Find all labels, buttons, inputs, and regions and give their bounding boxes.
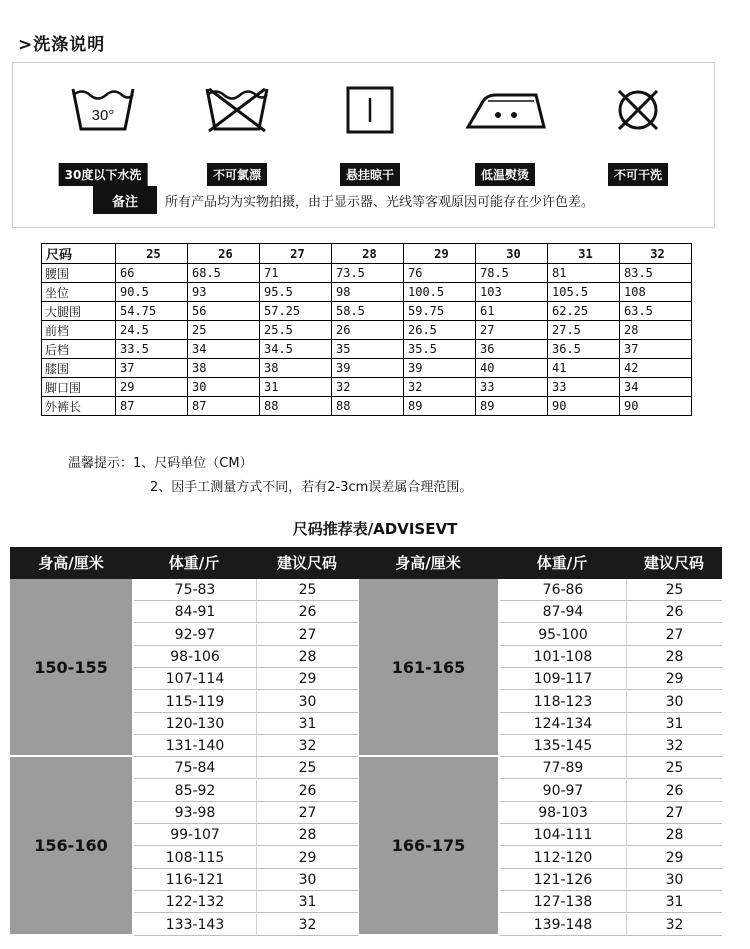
- weight-cell: 98-103: [500, 802, 626, 824]
- size-cell: 31: [256, 713, 358, 735]
- row-label: 腰围: [42, 264, 116, 283]
- weight-cell: 75-84: [134, 757, 256, 779]
- table-cell: 33: [476, 378, 548, 397]
- table-cell: 83.5: [620, 264, 692, 283]
- table-cell: 27.5: [548, 321, 620, 340]
- size-cell: 27: [626, 802, 722, 824]
- weight-cell: 139-148: [500, 914, 626, 936]
- weight-cell: 127-138: [500, 891, 626, 913]
- size-cell: 25: [626, 579, 722, 601]
- row-label: 外裤长: [42, 397, 116, 416]
- table-cell: 42: [620, 359, 692, 378]
- table-cell: 71: [260, 264, 332, 283]
- care-item-low-iron: [445, 85, 565, 182]
- care-label-no-bleach: 不可氯漂: [207, 163, 267, 186]
- table-cell: 78.5: [476, 264, 548, 283]
- size-cell: 28: [626, 646, 722, 668]
- size-cell: 29: [256, 668, 358, 690]
- header-weight-right: 体重/斤: [536, 554, 588, 572]
- table-header-row: [42, 244, 692, 264]
- size-cell: 32: [256, 914, 358, 936]
- size-cell: 27: [256, 802, 358, 824]
- recommend-header-row: [10, 547, 722, 579]
- table-cell: 29: [116, 378, 188, 397]
- size-measurement-table: [41, 243, 692, 416]
- weight-cell: 84-91: [134, 601, 256, 623]
- table-cell: 25.5: [260, 321, 332, 340]
- header-cell: 29: [404, 244, 476, 264]
- header-cell: 30: [476, 244, 548, 264]
- size-cell: 26: [256, 601, 358, 623]
- table-cell: 58.5: [332, 302, 404, 321]
- size-cell: 25: [256, 757, 358, 779]
- weight-cell: 107-114: [134, 668, 256, 690]
- size-cell: 28: [256, 646, 358, 668]
- header-cell: 25: [116, 244, 188, 264]
- size-cell: 30: [256, 869, 358, 891]
- weight-cell: 109-117: [500, 668, 626, 690]
- weight-cell: 118-123: [500, 691, 626, 713]
- care-label-hang-dry: 悬挂晾干: [340, 163, 400, 186]
- weight-cell: 75-83: [134, 579, 256, 601]
- weight-cell: 122-132: [134, 891, 256, 913]
- size-cell: 32: [256, 735, 358, 757]
- table-cell: 38: [188, 359, 260, 378]
- table-cell: 95.5: [260, 283, 332, 302]
- table-cell: 25: [188, 321, 260, 340]
- row-label: 前档: [42, 321, 116, 340]
- table-cell: 27: [476, 321, 548, 340]
- weight-cell: 101-108: [500, 646, 626, 668]
- table-cell: 35.5: [404, 340, 476, 359]
- table-cell: 34: [620, 378, 692, 397]
- size-cell: 28: [256, 824, 358, 846]
- table-cell: 24.5: [116, 321, 188, 340]
- weight-cell: 76-86: [500, 579, 626, 601]
- table-cell: 33.5: [116, 340, 188, 359]
- weight-cell: 131-140: [134, 735, 256, 757]
- size-cell: 31: [626, 713, 722, 735]
- table-cell: 88: [260, 397, 332, 416]
- note-text: 所有产品均为实物拍摄，由于显示器、光线等客观原因可能存在少许色差。: [165, 194, 595, 210]
- table-cell: 98: [332, 283, 404, 302]
- table-row: [42, 302, 692, 321]
- size-cell: 25: [256, 579, 358, 601]
- table-row: [42, 283, 692, 302]
- size-cell: 27: [256, 624, 358, 646]
- weight-cell: 115-119: [134, 691, 256, 713]
- row-label: 脚口围: [42, 378, 116, 397]
- table-row: [42, 397, 692, 416]
- no-dry-clean-icon: [613, 85, 663, 135]
- care-item-no-dry-clean: [578, 85, 698, 182]
- table-cell: 56: [188, 302, 260, 321]
- header-cell: 26: [188, 244, 260, 264]
- header-cell: 32: [620, 244, 692, 264]
- table-cell: 105.5: [548, 283, 620, 302]
- size-cell: 28: [626, 824, 722, 846]
- header-cell: 31: [548, 244, 620, 264]
- height-group-cell: 156-160: [10, 757, 132, 935]
- height-group-cell: 166-175: [359, 757, 498, 935]
- table-cell: 28: [620, 321, 692, 340]
- size-cell: 29: [626, 847, 722, 869]
- table-cell: 40: [476, 359, 548, 378]
- weight-cell: 95-100: [500, 624, 626, 646]
- table-cell: 38: [260, 359, 332, 378]
- size-cell: 26: [626, 601, 722, 623]
- table-row: [42, 321, 692, 340]
- care-item-hang-dry: [310, 85, 430, 182]
- table-cell: 57.25: [260, 302, 332, 321]
- table-cell: 62.25: [548, 302, 620, 321]
- low-iron-icon: [464, 85, 546, 131]
- table-cell: 34: [188, 340, 260, 359]
- header-height-right: 身高/厘米: [395, 554, 461, 572]
- table-cell: 26.5: [404, 321, 476, 340]
- header-size-right: 建议尺码: [643, 554, 704, 572]
- wash-30-icon: [70, 85, 136, 133]
- weight-cell: 121-126: [500, 869, 626, 891]
- no-bleach-icon: [204, 85, 270, 133]
- size-cell: 30: [256, 691, 358, 713]
- care-label-low-iron: 低温熨烫: [475, 163, 535, 186]
- table-cell: 36: [476, 340, 548, 359]
- table-cell: 81: [548, 264, 620, 283]
- header-height-left: 身高/厘米: [38, 554, 104, 572]
- weight-cell: 112-120: [500, 847, 626, 869]
- weight-cell: 93-98: [134, 802, 256, 824]
- recommend-table: [10, 547, 722, 939]
- table-cell: 35: [332, 340, 404, 359]
- header-weight-left: 体重/斤: [168, 554, 220, 572]
- weight-cell: 124-134: [500, 713, 626, 735]
- table-cell: 36.5: [548, 340, 620, 359]
- table-cell: 32: [404, 378, 476, 397]
- weight-cell: 92-97: [134, 624, 256, 646]
- header-cell: 28: [332, 244, 404, 264]
- table-cell: 87: [116, 397, 188, 416]
- size-cell: 32: [626, 735, 722, 757]
- table-cell: 34.5: [260, 340, 332, 359]
- care-item-wash-30: [43, 85, 163, 182]
- weight-cell: 135-145: [500, 735, 626, 757]
- table-cell: 32: [332, 378, 404, 397]
- table-cell: 54.75: [116, 302, 188, 321]
- weight-cell: 90-97: [500, 780, 626, 802]
- header-cell: 尺码: [42, 244, 116, 264]
- header-size-left: 建议尺码: [276, 554, 337, 572]
- table-cell: 68.5: [188, 264, 260, 283]
- table-cell: 93: [188, 283, 260, 302]
- row-label: 大腿围: [42, 302, 116, 321]
- size-cell: 32: [626, 914, 722, 936]
- care-item-no-bleach: [177, 85, 297, 182]
- table-cell: 89: [476, 397, 548, 416]
- wash-temp-text: 30°: [91, 107, 115, 124]
- weight-cell: 116-121: [134, 869, 256, 891]
- table-cell: 100.5: [404, 283, 476, 302]
- table-row: [42, 359, 692, 378]
- recommend-title: 尺码推荐表/ADVISEVT: [292, 520, 458, 538]
- table-cell: 37: [116, 359, 188, 378]
- size-cell: 29: [256, 847, 358, 869]
- table-cell: 37: [620, 340, 692, 359]
- table-cell: 66: [116, 264, 188, 283]
- weight-cell: 85-92: [134, 780, 256, 802]
- size-cell: 31: [626, 891, 722, 913]
- table-cell: 90: [548, 397, 620, 416]
- care-label-no-dry-clean: 不可干洗: [608, 163, 668, 186]
- tip-line-unit: 温馨提示：1、尺码单位（CM）: [68, 456, 253, 471]
- table-row: [42, 264, 692, 283]
- table-cell: 33: [548, 378, 620, 397]
- table-cell: 103: [476, 283, 548, 302]
- size-cell: 26: [256, 780, 358, 802]
- size-cell: 29: [626, 668, 722, 690]
- weight-cell: 77-89: [500, 757, 626, 779]
- row-label: 坐位: [42, 283, 116, 302]
- size-cell: 31: [256, 891, 358, 913]
- table-cell: 31: [260, 378, 332, 397]
- height-group-cell: 150-155: [10, 579, 132, 757]
- size-cell: 26: [626, 780, 722, 802]
- table-row: [42, 378, 692, 397]
- height-group-cell: 161-165: [359, 579, 498, 757]
- weight-cell: 98-106: [134, 646, 256, 668]
- weight-cell: 120-130: [134, 713, 256, 735]
- care-label-wash-30: 30度以下水洗: [59, 163, 148, 186]
- wash-care-panel: [12, 62, 715, 228]
- table-cell: 39: [404, 359, 476, 378]
- header-cell: 27: [260, 244, 332, 264]
- note-row: [93, 185, 653, 215]
- note-tag: 备注: [93, 186, 157, 214]
- table-cell: 76: [404, 264, 476, 283]
- table-cell: 88: [332, 397, 404, 416]
- table-cell: 26: [332, 321, 404, 340]
- wash-section-title: >洗涤说明: [18, 35, 106, 55]
- table-cell: 61: [476, 302, 548, 321]
- weight-cell: 99-107: [134, 824, 256, 846]
- table-row: [42, 340, 692, 359]
- table-cell: 73.5: [332, 264, 404, 283]
- table-cell: 41: [548, 359, 620, 378]
- size-cell: 30: [626, 691, 722, 713]
- table-cell: 39: [332, 359, 404, 378]
- row-label: 后档: [42, 340, 116, 359]
- table-cell: 89: [404, 397, 476, 416]
- weight-cell: 104-111: [500, 824, 626, 846]
- weight-cell: 87-94: [500, 601, 626, 623]
- row-label: 膝围: [42, 359, 116, 378]
- weight-cell: 133-143: [134, 914, 256, 936]
- weight-cell: 108-115: [134, 847, 256, 869]
- size-cell: 30: [626, 869, 722, 891]
- table-cell: 30: [188, 378, 260, 397]
- table-cell: 90.5: [116, 283, 188, 302]
- size-cell: 25: [626, 757, 722, 779]
- size-cell: 27: [626, 624, 722, 646]
- table-cell: 108: [620, 283, 692, 302]
- hang-dry-icon: [345, 85, 395, 135]
- tip-line-error: 2、因手工测量方式不同，若有2-3cm误差属合理范围。: [150, 480, 473, 495]
- table-cell: 63.5: [620, 302, 692, 321]
- table-cell: 59.75: [404, 302, 476, 321]
- table-cell: 90: [620, 397, 692, 416]
- table-cell: 87: [188, 397, 260, 416]
